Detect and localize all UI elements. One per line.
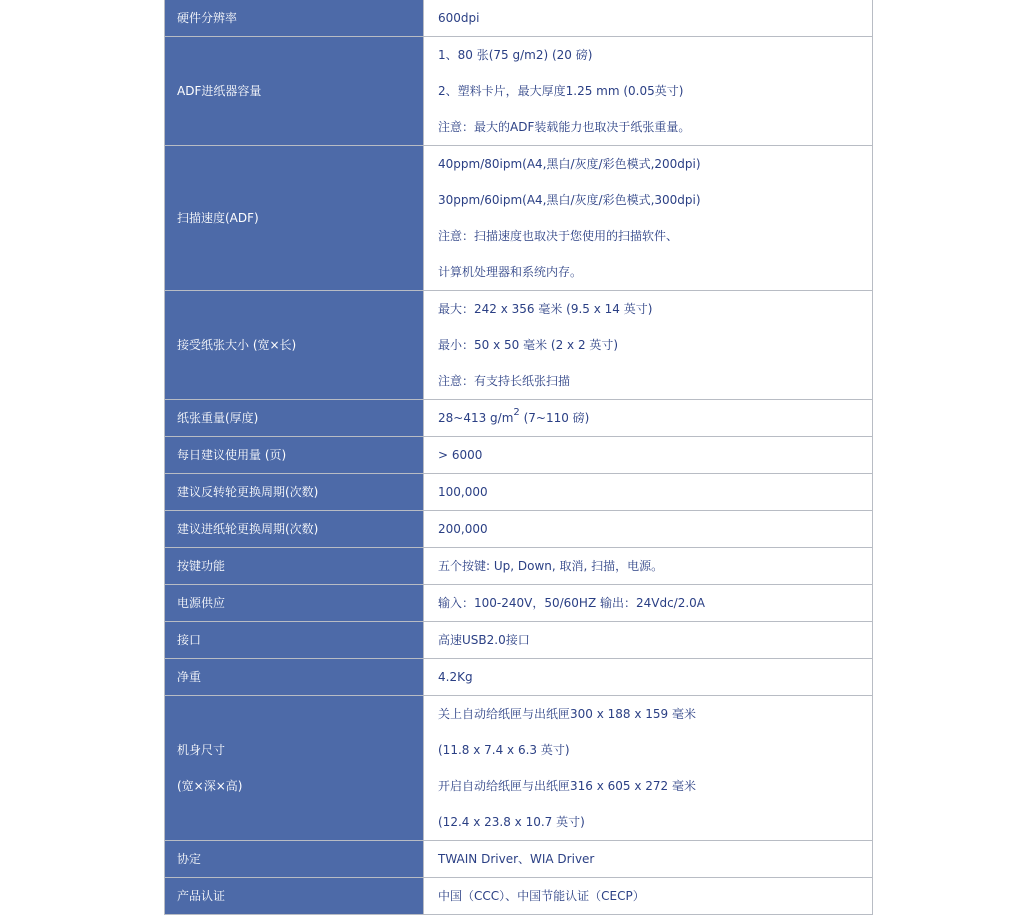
spec-label-line: 纸张重量(厚度) [177,411,259,425]
spec-label [165,474,424,511]
table-row [165,37,873,146]
spec-value-line: 五个按键: Up, Down, 取消, 扫描，电源。 [438,559,664,573]
spec-label-line: (宽×深×高) [177,779,243,793]
spec-label [165,0,424,37]
paper-weight-prefix: 28~413 g/m [438,411,514,425]
table-row [165,548,873,585]
spec-value [424,841,873,878]
table-row [165,146,873,291]
spec-value [424,37,873,146]
spec-label [165,622,424,659]
spec-label [165,878,424,915]
spec-label-line: 扫描速度(ADF) [177,211,259,225]
table-row [165,400,873,437]
spec-label-line: 协定 [177,852,202,866]
spec-label-line: 净重 [177,670,202,684]
spec-value-line: TWAIN Driver、WIA Driver [438,852,595,866]
paper-weight-value [438,400,872,436]
spec-label-line: 每日建议使用量 (页) [177,448,287,462]
spec-table [164,0,873,915]
spec-value-line: 注意：扫描速度也取决于您使用的扫描软件、 [438,229,679,243]
spec-value-line: 1、80 张(75 g/m2) (20 磅) [438,48,593,62]
spec-label-line: 建议进纸轮更换周期(次数) [177,522,319,536]
spec-value-line: 高速USB2.0接口 [438,633,530,647]
spec-value [424,474,873,511]
table-row [165,696,873,841]
spec-label [165,146,424,291]
spec-label [165,400,424,437]
spec-value-line: 注意：最大的ADF装载能力也取决于纸张重量。 [438,120,691,134]
spec-value [424,548,873,585]
spec-label-line: 接受纸张大小 (宽×长) [177,338,297,352]
spec-label-line: 电源供应 [177,596,226,610]
table-row [165,474,873,511]
spec-value-line: 中国（CCC）、中国节能认证（CECP） [438,889,645,903]
spec-value-line: 2、塑料卡片，最大厚度1.25 mm (0.05英寸) [438,84,684,98]
spec-label-line: 按键功能 [177,559,226,573]
table-row [165,437,873,474]
spec-value-line: 600dpi [438,11,480,25]
spec-label-line: 建议反转轮更换周期(次数) [177,485,319,499]
spec-value [424,622,873,659]
spec-value [424,878,873,915]
spec-value-line: (11.8 x 7.4 x 6.3 英寸) [438,743,570,757]
spec-value-line: 4.2Kg [438,670,473,684]
spec-value-line: 注意：有支持长纸张扫描 [438,374,571,388]
spec-label [165,37,424,146]
spec-value-line: 开启自动给纸匣与出纸匣316 x 605 x 272 毫米 [438,779,696,793]
spec-value-line: 40ppm/80ipm(A4,黑白/灰度/彩色模式,200dpi) [438,157,701,171]
spec-label [165,696,424,841]
spec-value-line: 输入：100-240V，50/60HZ 输出：24Vdc/2.0A [438,596,706,610]
spec-label [165,659,424,696]
spec-value-line: > 6000 [438,448,483,462]
spec-label-line: 机身尺寸 [177,743,226,757]
spec-label [165,291,424,400]
spec-value-line: 最大：242 x 356 毫米 (9.5 x 14 英寸) [438,302,653,316]
spec-label [165,548,424,585]
spec-label-line: 产品认证 [177,889,226,903]
spec-value [424,696,873,841]
spec-value [424,0,873,37]
table-row [165,622,873,659]
spec-label [165,511,424,548]
table-row [165,659,873,696]
spec-value [424,511,873,548]
spec-label-line: ADF进纸器容量 [177,84,262,98]
spec-value-line: 100,000 [438,485,488,499]
table-row [165,585,873,622]
spec-label [165,437,424,474]
table-row [165,511,873,548]
spec-value [424,400,873,437]
spec-value-line: (12.4 x 23.8 x 10.7 英寸) [438,815,585,829]
paper-weight-suffix: (7~110 磅) [519,411,590,425]
spec-label [165,841,424,878]
spec-label-line: 硬件分辨率 [177,11,238,25]
spec-value [424,291,873,400]
spec-value-line: 关上自动给纸匣与出纸匣300 x 188 x 159 毫米 [438,707,696,721]
spec-value-line: 最小：50 x 50 毫米 (2 x 2 英寸) [438,338,619,352]
spec-value [424,585,873,622]
spec-value [424,659,873,696]
table-row [165,841,873,878]
spec-value [424,437,873,474]
table-row [165,878,873,915]
spec-label [165,585,424,622]
spec-value-line: 200,000 [438,522,488,536]
spec-value [424,146,873,291]
spec-label-line: 接口 [177,633,202,647]
table-row [165,0,873,37]
table-row [165,291,873,400]
spec-table-body [165,0,873,915]
spec-value-line: 计算机处理器和系统内存。 [438,265,583,279]
spec-value-line: 30ppm/60ipm(A4,黑白/灰度/彩色模式,300dpi) [438,193,701,207]
paper-weight-superscript: 2 [513,407,520,418]
